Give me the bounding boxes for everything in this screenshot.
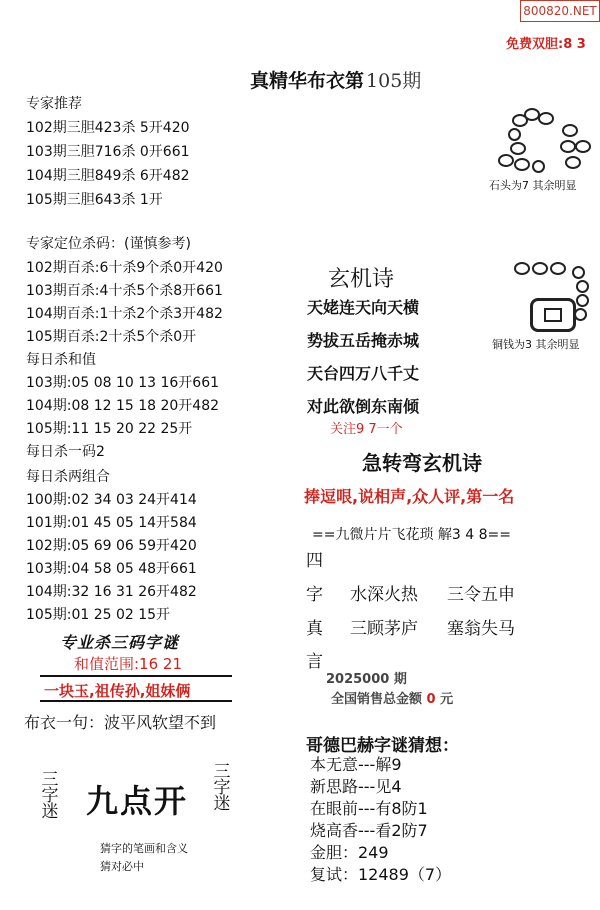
godbach-line: 本无意---解9 [310,755,402,774]
sum-kill-line: 105期:11 15 20 22 25开 [26,421,193,437]
sum-kill-heading: 每日杀和值 [26,352,96,368]
expert-heading: 专家推荐 [26,96,82,112]
four-words-item: 水深火热 [350,585,418,605]
title-issue: 105期 [366,70,422,92]
zimi-answer: 九点开 [86,782,189,820]
divider [40,675,232,677]
sales-amount: 0 [426,692,436,707]
position-line: 105期百杀:2十杀5个杀0开 [26,329,197,345]
four-words-item: 三令五申 [447,585,515,605]
expert-line: 102期三胆423杀 5开420 [26,120,190,136]
two-combo-heading: 每日杀两组合 [26,469,110,485]
godbach-line: 烧高香---看2防7 [310,821,428,840]
poem-title: 玄机诗 [328,267,395,292]
expert-line: 104期三胆849杀 6开482 [26,168,190,184]
two-combo-line: 104期:32 16 31 26开482 [26,584,197,600]
three-riddle-range: 和值范围:16 21 [74,655,182,673]
poem-line: 天台四万八千丈 [307,364,420,383]
sum-kill-line: 104期:08 12 15 18 20开482 [26,398,220,414]
four-words-label: 言 [306,652,323,672]
poem-line: 势拔五岳掩赤城 [307,331,420,350]
four-words-label: 真 [306,619,323,639]
poem-line: 对此欲倒东南倾 [307,397,420,416]
two-combo-line: 105期:01 25 02 15开 [26,607,171,623]
buyi-line: 布衣一句：波平风软望不到 [24,713,217,732]
page-title [250,66,421,93]
coin-caption: 铜钱为3 其余明显 [492,338,580,351]
two-combo-line: 101期:01 45 05 14开584 [26,515,197,531]
zimi-side-left: 三字迷 [41,770,59,822]
sales-unit: 元 [440,692,454,707]
godbach-line: 金胆：249 [310,843,389,862]
three-riddle-heading: 专业杀三码字谜 [60,633,180,652]
turn-weixin: ==九微片片飞花琐 解3 4 8== [312,527,511,543]
zimi-hint: 猜字的笔画和含义 [100,842,188,855]
two-combo-line: 100期:02 34 03 24开414 [26,492,197,508]
position-line: 102期百杀:6十杀9个杀0开420 [26,260,223,276]
turn-heading: 急转弯玄机诗 [362,451,482,475]
site-badge[interactable]: 800820.NET [520,0,600,22]
sales-issue: 2025000 期 [326,672,407,687]
sum-kill-line: 103期:05 08 10 13 16开661 [26,375,220,391]
sales-label: 全国销售总金额 [331,692,423,707]
sales-line [331,688,453,707]
free-pick: 免费双胆:8 3 [506,37,586,52]
four-words-item: 塞翁失马 [447,619,515,639]
expert-line: 105期三胆643杀 1开 [26,192,163,208]
expert-line: 103期三胆716杀 0开661 [26,144,190,160]
godbach-line: 复试：12489（7） [310,865,452,884]
position-line: 104期百杀:1十杀2个杀3开482 [26,306,223,322]
four-words-item: 三顾茅庐 [350,619,418,639]
three-riddle-phrase: 一块玉,祖传孙,姐妹俩 [44,682,191,700]
poem-line: 天姥连天向天横 [307,298,420,317]
zimi-hint: 猜对必中 [100,860,144,873]
poem-note: 关注9 7一个 [330,422,403,437]
godbach-heading: 哥德巴赫字谜猜想： [306,736,459,756]
stone-caption: 石头为7 其余明显 [489,179,577,192]
four-words-label: 四 [306,551,323,571]
position-heading: 专家定位杀码：(谨慎参考) [26,236,191,252]
four-words-label: 字 [306,585,323,605]
title-main: 真精华布衣第 [250,70,365,92]
godbach-line: 新思路---见4 [310,777,402,796]
zimi-side-right: 三字迷 [213,762,231,814]
position-line: 103期百杀:4十杀5个杀8开661 [26,283,223,299]
two-combo-line: 102期:05 69 06 59开420 [26,538,197,554]
godbach-line: 在眼前---有8防1 [310,799,428,818]
two-combo-line: 103期:04 58 05 48开661 [26,561,197,577]
one-code: 每日杀一码2 [26,444,105,460]
divider [40,700,232,702]
turn-slogan: 捧逗哏,说相声,众人评,第一名 [304,487,515,506]
